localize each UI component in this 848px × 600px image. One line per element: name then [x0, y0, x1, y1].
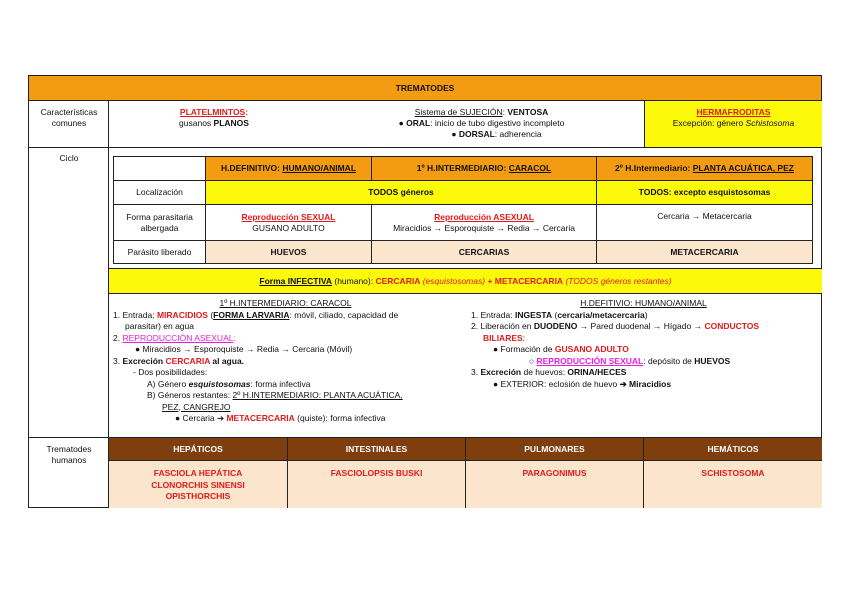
liberado-metacercaria: METACERCARIA — [597, 241, 812, 263]
platelmintos-label: PLATELMINTOS — [179, 107, 246, 117]
sujecion-cell: Sistema de SUJECIÓN: VENTOSA ● ORAL: inicio de tubo digestivo incompleto ● DORSAL: adherencia — [319, 107, 644, 140]
header-pulmonares: PULMONARES — [466, 438, 643, 460]
row-label-ciclo: Ciclo — [59, 153, 79, 163]
localizacion-excepto: TODOS: excepto esquistosomas — [597, 181, 812, 205]
h-definitivo-header: H.DEFINITIVO: HUMANO/ANIMAL — [206, 157, 372, 181]
cell-hepaticos: FASCIOLA HEPÁTICA CLONORCHIS SINENSI OPISTHORCHIS — [109, 461, 287, 508]
oral-bullet: ● ORAL: inicio de tubo digestivo incompleto — [398, 118, 565, 128]
sujecion-label: Sistema de SUJECIÓN — [414, 107, 503, 117]
intermediario-description: 1º H.INTERMEDIARIO: CARACOL 1. Entrada: MIRACIDIOS (FORMA LARVARIA: móvil, ciliado, capacidad de parasitar) en agua 2. REPRODUCCIÓN ASEXUAL: ● Miracidios → Esporoquiste → Redia → Cercaria (Móvil) 3. Excreción CERCARIA al agua. - Dos posibilidades: A) Género esquistosomas: forma infectiva B) Géneros restantes: 2º H.INTERMEDIARIO: PLANTA ACUÁTICA, PEZ, CANGREJO ● Cercaria ➔ METACERCARIA (quiste): forma infectiva — [113, 298, 458, 425]
dorsal-bullet: ● DORSAL: adherencia — [451, 129, 542, 139]
definitivo-heading: H.DEFITIVIO: HUMANO/ANIMAL — [580, 298, 707, 308]
cell-intestinales: FASCIOLOPSIS BUSKI — [288, 461, 465, 508]
trematodes-summary-table — [28, 75, 822, 508]
header-hematicos: HEMÁTICOS — [644, 438, 822, 460]
ciclo-table — [113, 156, 813, 264]
table-title: TREMATODES — [29, 76, 821, 100]
hermafroditas-cell: HERMAFRODITAS Excepción: género Schistosoma — [645, 101, 822, 147]
liberado-cercarias: CERCARIAS — [372, 241, 597, 263]
forma-intermediario-2: Cercaria → Metacercaria — [597, 205, 812, 241]
header-intestinales: INTESTINALES — [288, 438, 465, 460]
forma-definitivo: Reproducción SEXUAL GUSANO ADULTO — [206, 205, 372, 241]
liberado-huevos: HUEVOS — [206, 241, 372, 263]
ciclo-corner-cell — [114, 157, 206, 181]
cell-hematicos: SCHISTOSOMA — [644, 461, 822, 508]
hermafroditas-label: HERMAFRODITAS — [696, 107, 771, 117]
intermediario-heading: 1º H.INTERMEDIARIO: CARACOL — [219, 298, 352, 308]
forma-parasitaria-label: Forma parasitaria albergada — [114, 205, 206, 241]
localizacion-label: Localización — [114, 181, 206, 205]
row-label-trematodes-humanos: Trematodes humanos — [46, 444, 92, 465]
h-intermediario-2-header: 2º H.Intermediario: PLANTA ACUÁTICA, PEZ — [597, 157, 812, 181]
definitivo-description: H.DEFITIVIO: HUMANO/ANIMAL 1. Entrada: INGESTA (cercaria/metacercaria) 2. Liberación en DUODENO → Pared duodenal → Hígado → CONDUCTOS BILIARES: ● Formación de GUSANO ADULTO ○ REPRODUCCIÓN SEXUAL: depósito de HUEVOS 3. Excreción de huevos: ORINA/HECES ● EXTERIOR: eclosión de huevo ➔ Miracidios — [471, 298, 816, 390]
platelmintos-cell: PLATELMINTOS: gusanos PLANOS — [179, 107, 249, 128]
row-label-caracteristicas: Características comunes — [40, 107, 98, 128]
header-hepaticos: HEPÁTICOS — [109, 438, 287, 460]
localizacion-todos: TODOS géneros — [206, 181, 597, 205]
forma-intermediario-1: Reproducción ASEXUAL Miracidios → Esporoquiste → Redia → Cercaria — [372, 205, 597, 241]
h-intermediario-1-header: 1º H.INTERMEDIARIO: CARACOL — [372, 157, 597, 181]
cell-pulmonares: PARAGONIMUS — [466, 461, 643, 508]
parasito-liberado-label: Parásito liberado — [114, 241, 206, 263]
forma-infectiva-banner: Forma INFECTIVA (humano): CERCARIA (esquistosomas) + METACERCARIA (TODOS géneros restantes) — [109, 269, 822, 293]
